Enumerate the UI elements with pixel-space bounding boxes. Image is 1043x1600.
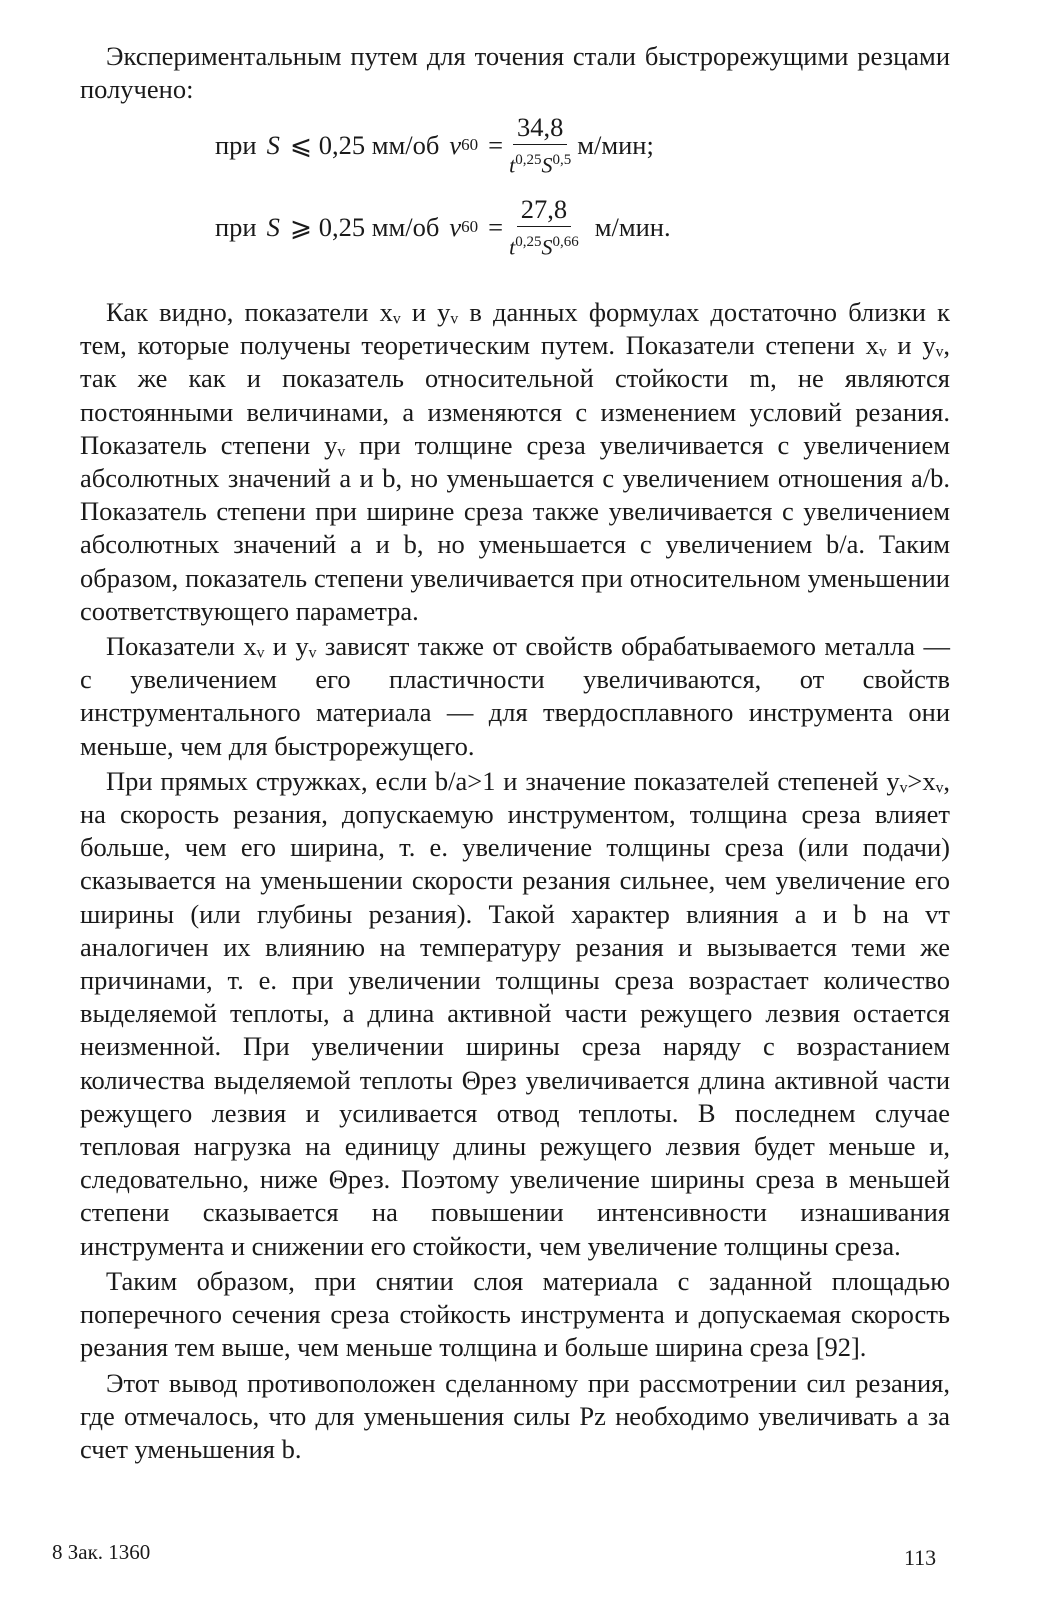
formula-prefix: при	[215, 129, 257, 160]
footer-order-number: 8 Зак. 1360	[52, 1540, 151, 1564]
formula-prefix: при	[215, 211, 257, 242]
formula-unit: м/мин.	[594, 211, 671, 242]
paragraph: Показатели xᵥ и yᵥ зависят также от свойств обрабатываемого металла — с увеличением его пластичности увеличиваются, от свойств инструментального материала — для твердосплавного инструмента они меньше, чем для быстрорежущего.	[80, 631, 950, 761]
formula-eq: =	[488, 129, 504, 160]
fraction-numerator: 34,8	[513, 112, 567, 145]
formula-relation: ⩾ 0,25 мм/об	[289, 211, 440, 242]
formula-lhs-var: v	[449, 129, 462, 160]
fraction-denominator: $t^{0,25}S^{0,5}$	[509, 152, 572, 178]
formula-unit: м/мин;	[577, 129, 654, 160]
fraction-numerator: 27,8	[517, 194, 571, 227]
formula-row-2	[215, 194, 671, 260]
paragraph: Как видно, показатели xᵥ и yᵥ в данных формулах достаточно близки к тем, которые получены теоретическим путем. Показатели степени xᵥ и yᵥ, так же как и показатель относительной стойкости m, не являются постоянными величинами, а изменяются с изменением условий резания. Показатель степени yᵥ при толщине среза увеличивается с увеличением абсолютных значений a и b, но уменьшается с увеличением отношения a/b. Показатель степени при ширине среза также увеличивается с увеличением абсолютных значений a и b, но уменьшается с увеличением b/a. Таким образом, показатель степени увеличивается при относительном уменьшении соответствующего параметра.	[80, 297, 950, 626]
intro-text: Экспериментальным путем для точения стали быстрорежущими резцами получено:	[80, 41, 950, 105]
formula-lhs-sub: 60	[461, 135, 479, 155]
paragraph: Таким образом, при снятии слоя материала с заданной площадью поперечного сечения среза стойкость инструмента и допускаемая скорость резания тем выше, чем меньше толщина и больше ширина среза [92].	[80, 1265, 950, 1363]
formula-var: S	[266, 211, 280, 242]
formula-fraction	[509, 112, 571, 178]
formula-relation: ⩽ 0,25 мм/об	[289, 129, 440, 160]
intro-paragraph	[80, 40, 950, 108]
formula-var: S	[266, 129, 280, 160]
paragraph: Этот вывод противоположен сделанному при рассмотрении сил резания, где отмечалось, что для уменьшения силы Pz необходимо увеличивать a за счет уменьшения b.	[80, 1367, 950, 1464]
formula-fraction	[509, 194, 579, 260]
paragraph: При прямых стружках, если b/a>1 и значение показателей степеней yᵥ>xᵥ, на скорость резания, допускаемую инструментом, толщина среза влияет больше, чем его ширина, т. е. увеличение толщины среза (или подачи) сказывается на уменьшении скорости резания сильнее, чем увеличение его ширины (или глубины резания). Такой характер влияния a и b на vᴛ аналогичен их влиянию на температуру резания и вызывается теми же причинами, т. е. при увеличении толщины среза возрастает количество выделяемой теплоты, а длина активной части режущего лезвия остается неизменной. При увеличении ширины среза наряду с возрастанием количества выделяемой теплоты Θрез увеличивается длина активной части режущего лезвия и усиливается отвод теплоты. В последнем случае тепловая нагрузка на единицу длины режущего лезвия будет меньше и, следовательно, ниже Θрез. Поэтому увеличение ширины среза в меньшей степени сказывается на повышении интенсивности изнашивания инструмента и снижении его стойкости, чем увеличение толщины среза.	[80, 765, 950, 1261]
formula-lhs-var: v	[449, 211, 462, 242]
body-text	[80, 296, 950, 1468]
formula-row-1	[215, 112, 654, 178]
fraction-denominator: $t^{0,25}S^{0,66}$	[509, 234, 579, 260]
formula-eq: =	[488, 211, 504, 242]
formula-lhs-sub: 60	[461, 217, 479, 237]
page-number: 113	[904, 1545, 937, 1570]
